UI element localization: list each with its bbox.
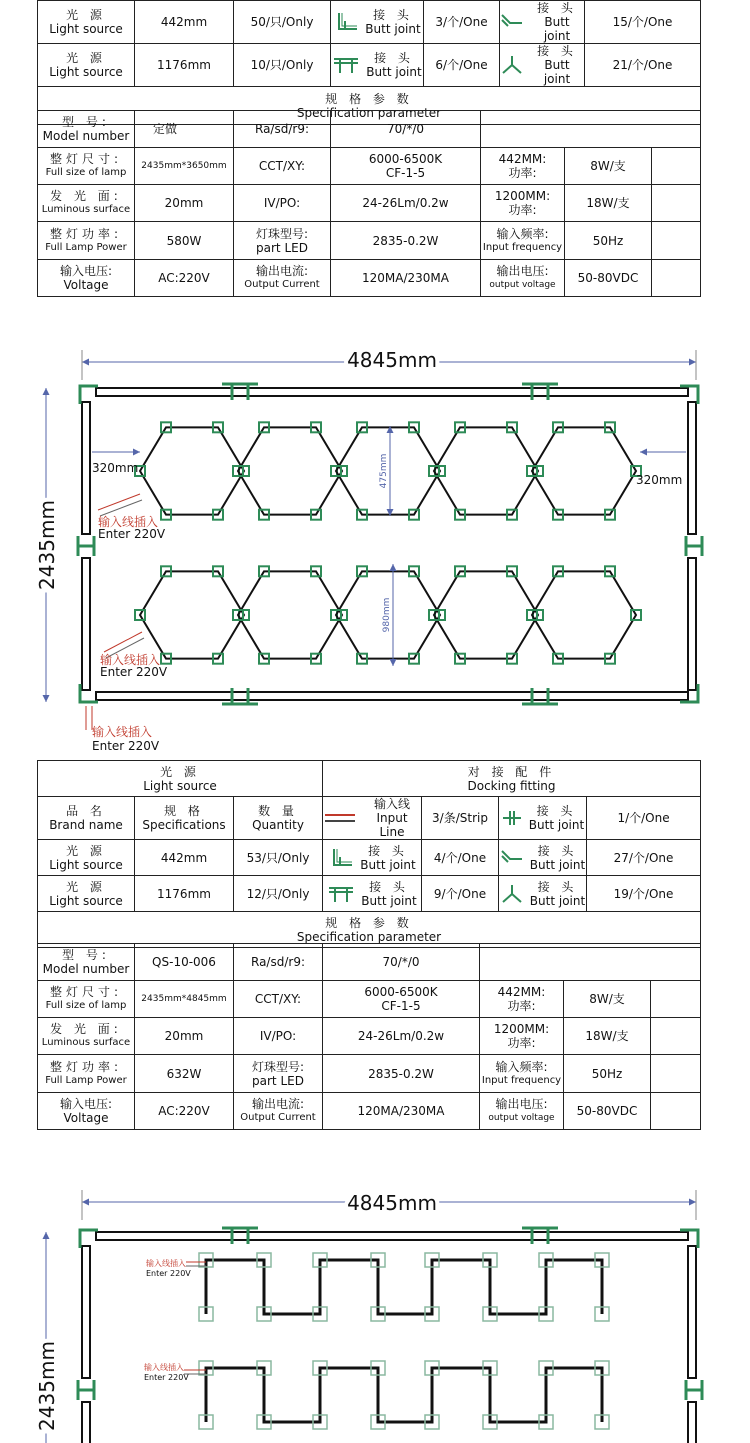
hexagon-cell xyxy=(532,571,636,658)
svg-text:Enter 220V: Enter 220V xyxy=(98,527,166,541)
t2-head-row xyxy=(38,761,701,797)
y-joint-icon xyxy=(500,54,524,76)
t1-r2-spec: 1176mm xyxy=(135,44,234,87)
height-dim-label-2: 2435mm xyxy=(35,1341,59,1431)
t1-r1-label: 光 源 Light source xyxy=(38,1,135,44)
cross-joint-icon xyxy=(501,809,523,827)
svg-text:Enter 220V: Enter 220V xyxy=(144,1373,189,1382)
hexagon-cell xyxy=(140,427,244,514)
t-joint-icon xyxy=(327,884,355,904)
t2-col-spec: 规 格 Specifications xyxy=(135,797,234,840)
l-joint-icon xyxy=(328,847,354,869)
input-marker-1 xyxy=(98,494,166,541)
svg-text:Enter 220V: Enter 220V xyxy=(100,665,168,679)
t1-r2-fit2: 接 头 Butt joint xyxy=(500,44,585,87)
spec-table-1 xyxy=(37,0,701,125)
left-gap-label: 320mm xyxy=(92,461,139,475)
t2-row-1176: 光 源 Light source 1176mm 12/只/Only 接 头 Butt joint 9/个/One 接 头 Butt joint 19/个/One xyxy=(38,876,701,912)
t2-row-442: 光 源 Light source 442mm 53/只/Only 接 头 Butt joint 4/个/One 接 头 Butt joint 27/个/One xyxy=(38,840,701,876)
t2-param-model: 型 号: Model number QS-10-006 Ra/sd/r9: 70/*/0 xyxy=(38,944,701,981)
t2-input-line: 输入线 Input Line xyxy=(323,797,422,840)
t1-param-voltage: 输入电压: Voltage AC:220V 输出电流: Output Current 120MA/230MA 输出电压: output voltage 50-80VDC xyxy=(38,260,701,297)
input-marker-zig-2 xyxy=(144,1362,206,1382)
t2-light-source-title: 光 源 Light source xyxy=(38,761,323,797)
zigzag-layout-diagram xyxy=(0,1180,750,1443)
t1-r1-fit2-qty: 15/个/One xyxy=(585,1,701,44)
hexagon-layout-diagram xyxy=(0,340,750,760)
t1-r1-fit2: 接 头 Butt joint xyxy=(500,1,585,44)
svg-text:输入线插入: 输入线插入 xyxy=(100,653,161,667)
t2-head-fit: 接 头 Butt joint xyxy=(499,797,587,840)
t2-param-power: 整灯功率: Full Lamp Power 632W 灯珠型号: part LED 2835-0.2W 输入频率: Input frequency 50Hz xyxy=(38,1055,701,1093)
svg-text:输入线插入: 输入线插入 xyxy=(92,725,153,739)
t1-r2-fit1-qty: 6/个/One xyxy=(424,44,500,87)
t1-r2-qty: 10/只/Only xyxy=(234,44,331,87)
t2-head-fit-qty: 1/个/One xyxy=(587,797,701,840)
t1-row-1176 xyxy=(38,44,701,87)
t1-param-title: 规 格 参 数 Specification parameter xyxy=(38,87,701,125)
input-marker-2 xyxy=(100,632,168,679)
t-joint-icon xyxy=(332,55,360,75)
svg-text:Enter 220V: Enter 220V xyxy=(146,1269,191,1278)
y-joint-icon xyxy=(500,883,524,905)
zigzag-strip xyxy=(206,1368,602,1422)
t2-docking-title: 对 接 配 件 Docking fitting xyxy=(323,761,701,797)
spec-table-2 xyxy=(37,760,701,948)
t2-col-qty: 数 量 Quantity xyxy=(234,797,323,840)
svg-text:输入线插入: 输入线插入 xyxy=(98,515,159,529)
svg-text:输入线插入: 输入线插入 xyxy=(146,1259,186,1268)
t2-col-head-row xyxy=(38,797,701,840)
hex-height-label: 475mm xyxy=(379,453,389,489)
t1-r1-fit1-qty: 3/个/One xyxy=(424,1,500,44)
t2-param-voltage: 输入电压: Voltage AC:220V 输出电流: Output Current 120MA/230MA 输出电压: output voltage 50-80VDC xyxy=(38,1093,701,1130)
outer-frame xyxy=(82,388,696,700)
svg-text:输入线插入: 输入线插入 xyxy=(144,1363,184,1372)
hexagon-cell xyxy=(434,571,538,658)
t1-r1-spec: 442mm xyxy=(135,1,234,44)
t1-r1-fit1: 接 头 Butt joint xyxy=(331,1,424,44)
zigzag-strip xyxy=(206,1260,602,1314)
width-dim-label-2: 4845mm xyxy=(347,1191,437,1215)
param-table-2 xyxy=(37,943,701,1130)
hex-double-label: 980mm xyxy=(382,597,392,633)
t1-param-model: 型 号: Model number 定做 Ra/sd/r9: 70/*/0 xyxy=(38,111,701,148)
t1-r2-label: 光 源 Light source xyxy=(38,44,135,87)
t2-param-surface: 发 光 面: Luminous surface 20mm IV/PO: 24-26Lm/0.2w 1200MM: 功率: 18W/支 xyxy=(38,1018,701,1055)
input-marker-zig-1 xyxy=(146,1258,206,1278)
param-table-1 xyxy=(37,110,701,297)
t1-param-size: 整灯尺寸: Full size of lamp 2435mm*3650mm CCT/XY: 6000-6500K CF-1-5 442MM: 功率: 8W/支 xyxy=(38,148,701,185)
t2-param-size: 整灯尺寸: Full size of lamp 2435mm*4845mm CCT/XY: 6000-6500K CF-1-5 442MM: 功率: 8W/支 xyxy=(38,981,701,1018)
right-gap-label: 320mm xyxy=(636,473,683,487)
hexagon-cell xyxy=(434,427,538,514)
angle-joint-icon xyxy=(500,847,524,869)
t1-r1-qty: 50/只/Only xyxy=(234,1,331,44)
hexagon-cell xyxy=(238,427,342,514)
t2-col-brand: 品 名 Brand name xyxy=(38,797,135,840)
hexagon-cell xyxy=(238,571,342,658)
height-dim-label: 2435mm xyxy=(35,500,59,590)
t1-param-power: 整灯功率: Full Lamp Power 580W 灯珠型号: part LED 2835-0.2W 输入频率: Input frequency 50Hz xyxy=(38,222,701,260)
l-joint-icon xyxy=(333,11,359,33)
t2-param-title: 规 格 参 数 Specification parameter xyxy=(38,912,701,948)
hexagon-cell xyxy=(532,427,636,514)
angle-joint-icon xyxy=(500,11,524,33)
svg-text:Enter 220V: Enter 220V xyxy=(92,739,160,753)
zigzag-grid xyxy=(199,1253,609,1429)
hexagon-cell xyxy=(140,571,244,658)
width-dim-label: 4845mm xyxy=(347,348,437,372)
t1-row-442 xyxy=(38,1,701,44)
t1-r2-fit2-qty: 21/个/One xyxy=(585,44,701,87)
input-marker-3 xyxy=(86,706,160,753)
input-line-icon xyxy=(323,811,357,825)
t1-param-surface: 发 光 面: Luminous surface 20mm IV/PO: 24-26Lm/0.2w 1200MM: 功率: 18W/支 xyxy=(38,185,701,222)
t1-r2-fit1: 接 头 Butt joint xyxy=(331,44,424,87)
t2-input-line-qty: 3/条/Strip xyxy=(422,797,499,840)
